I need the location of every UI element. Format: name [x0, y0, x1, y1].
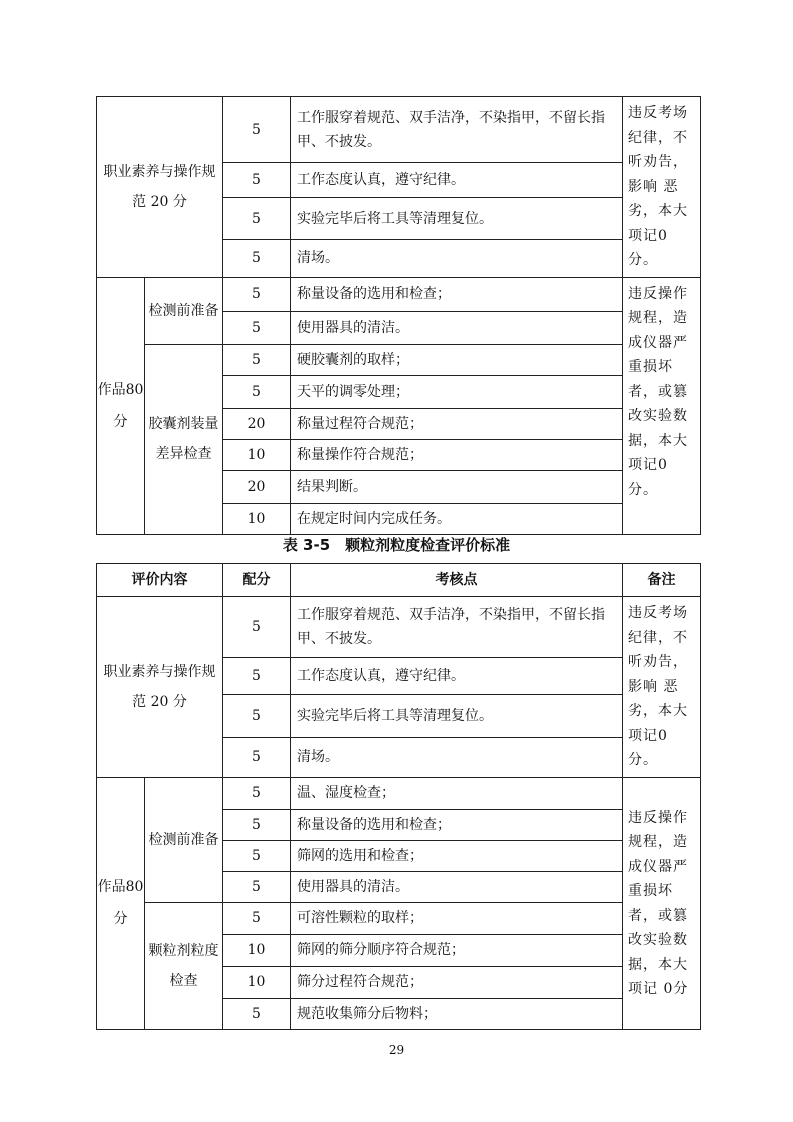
score-cell: 5 [223, 239, 291, 277]
table-caption: 表 3-5 颗粒剂粒度检查评价标准 [282, 536, 511, 554]
score-cell: 5 [223, 738, 291, 777]
score-cell: 5 [223, 344, 291, 375]
score-cell: 10 [223, 439, 291, 470]
score-cell: 5 [223, 375, 291, 408]
score-cell: 5 [223, 198, 291, 239]
point-cell: 筛网的筛分顺序符合规范； [291, 934, 623, 966]
score-cell: 10 [223, 966, 291, 998]
score-cell: 5 [223, 998, 291, 1029]
point-cell: 称量设备的选用和检查； [291, 809, 623, 840]
table-row [97, 344, 701, 375]
point-cell: 在规定时间内完成任务。 [291, 503, 623, 534]
score-cell: 5 [223, 658, 291, 695]
table-row [97, 277, 701, 311]
header-note: 备注 [623, 564, 701, 597]
note-cell: 违反考场纪律，不听劝告，影响 恶劣，本大项记0分。 [623, 597, 701, 778]
header-content: 评价内容 [97, 564, 223, 597]
score-cell: 20 [223, 408, 291, 439]
page-number: 29 [388, 1043, 405, 1057]
score-cell: 5 [223, 871, 291, 902]
score-cell: 10 [223, 934, 291, 966]
table-granule-criteria [96, 563, 701, 1030]
point-cell: 工作服穿着规范、双手洁净，不染指甲，不留长指甲、不披发。 [291, 597, 623, 658]
point-cell: 清场。 [291, 738, 623, 777]
point-cell: 硬胶囊剂的取样； [291, 344, 623, 375]
subcategory-prep: 检测前准备 [145, 277, 223, 344]
point-cell: 使用器具的清洁。 [291, 311, 623, 344]
score-cell: 5 [223, 97, 291, 163]
point-cell: 筛网的选用和检查； [291, 840, 623, 871]
point-cell: 称量操作符合规范； [291, 439, 623, 470]
category-professional: 职业素养与操作规范 20 分 [97, 597, 223, 778]
point-cell: 筛分过程符合规范； [291, 966, 623, 998]
note-cell: 违反操作规程，造成仪器严重损坏者，或篡改实验数据，本大项记0分。 [623, 277, 701, 534]
point-cell: 工作态度认真，遵守纪律。 [291, 163, 623, 198]
table-row [97, 777, 701, 809]
score-cell: 5 [223, 311, 291, 344]
score-cell: 5 [223, 777, 291, 809]
score-cell: 5 [223, 902, 291, 934]
point-cell: 实验完毕后将工具等清理复位。 [291, 695, 623, 738]
table-row [97, 97, 701, 163]
point-cell: 规范收集筛分后物料； [291, 998, 623, 1029]
point-cell: 工作服穿着规范、双手洁净，不染指甲，不留长指甲、不披发。 [291, 97, 623, 163]
score-cell: 5 [223, 277, 291, 311]
score-cell: 5 [223, 809, 291, 840]
point-cell: 称量过程符合规范； [291, 408, 623, 439]
header-score: 配分 [223, 564, 291, 597]
point-cell: 工作态度认真，遵守纪律。 [291, 658, 623, 695]
score-cell: 5 [223, 163, 291, 198]
point-cell: 温、湿度检查； [291, 777, 623, 809]
subcategory-prep: 检测前准备 [145, 777, 223, 902]
score-cell: 5 [223, 695, 291, 738]
point-cell: 清场。 [291, 239, 623, 277]
subcategory-test: 颗粒剂粒度检查 [145, 902, 223, 1029]
score-cell: 5 [223, 597, 291, 658]
score-cell: 5 [223, 840, 291, 871]
header-point: 考核点 [291, 564, 623, 597]
category-product: 作品80分 [97, 277, 145, 534]
note-cell: 违反操作规程，造成仪器严重损坏者，或篡改实验数据，本大项记 0分 [623, 777, 701, 1029]
table-header-row [97, 564, 701, 597]
category-product: 作品80分 [97, 777, 145, 1029]
point-cell: 结果判断。 [291, 470, 623, 503]
category-professional: 职业素养与操作规范 20 分 [97, 97, 223, 278]
subcategory-test: 胶囊剂装量差异检查 [145, 344, 223, 534]
point-cell: 天平的调零处理； [291, 375, 623, 408]
point-cell: 称量设备的选用和检查； [291, 277, 623, 311]
point-cell: 可溶性颗粒的取样； [291, 902, 623, 934]
table-capsule-criteria [96, 96, 701, 535]
table-row [97, 597, 701, 658]
score-cell: 20 [223, 470, 291, 503]
point-cell: 实验完毕后将工具等清理复位。 [291, 198, 623, 239]
table-row [97, 902, 701, 934]
note-cell: 违反考场纪律，不听劝告，影响 恶劣，本大项记0分。 [623, 97, 701, 278]
score-cell: 10 [223, 503, 291, 534]
point-cell: 使用器具的清洁。 [291, 871, 623, 902]
